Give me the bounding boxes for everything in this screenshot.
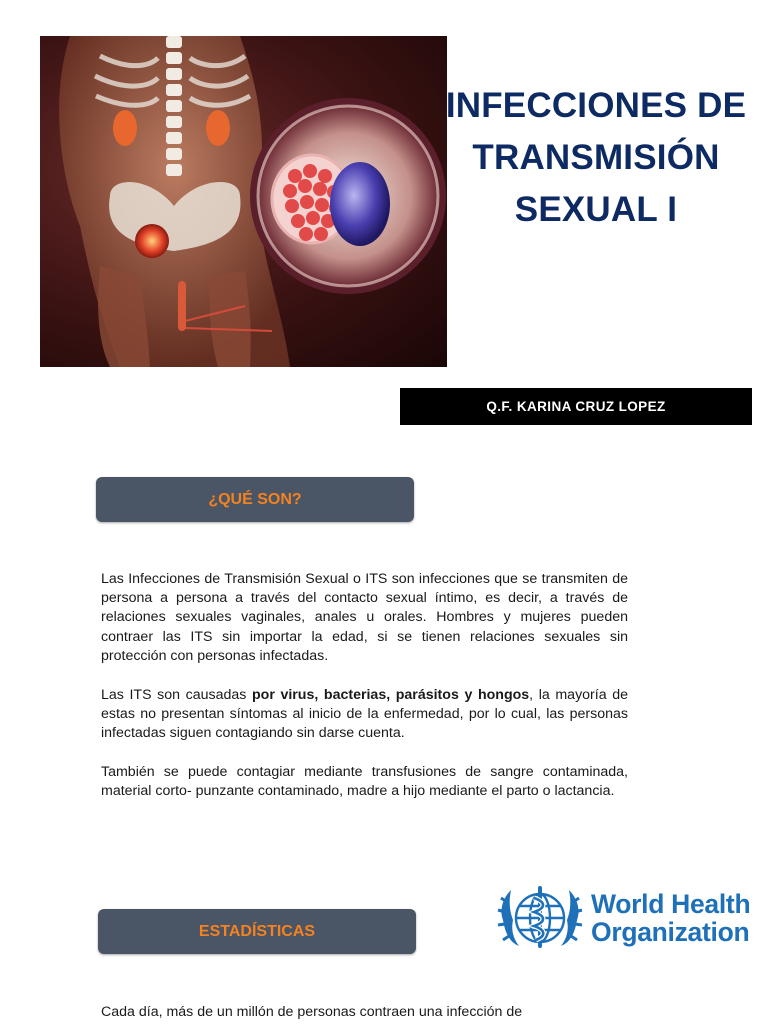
author-banner: [400, 388, 752, 425]
paragraph-causes-bold: por virus, bacterias, parásitos y hongos: [251, 687, 530, 703]
who-wordmark: [591, 890, 750, 946]
section-estadisticas-label: ESTADÍSTICAS: [198, 922, 316, 940]
paragraph-statistics: Cada día, más de un millón de personas contraen una infección de: [101, 1004, 523, 1020]
paragraph-transmission: También se puede contagiar mediante transfusiones de sangre contaminada, material corto- punzante contaminado, madre a hijo mediante el parto o lactancia.: [101, 764, 628, 800]
section-estadisticas-button[interactable]: [98, 909, 416, 954]
section-que-son-button[interactable]: [96, 477, 414, 522]
title-line-1: INFECCIONES DE: [445, 86, 747, 125]
paragraph-causes-rest: , la mayoría de estas no presentan síntomas al inicio de la enfermedad, por lo cual, las personas infectadas siguen contagiando sin darse cuenta.: [101, 687, 629, 742]
who-line-2: Organization: [591, 917, 750, 947]
title-line-2: TRANSMISIÓN: [472, 138, 720, 177]
paragraph-causes: [101, 686, 628, 744]
paragraph-definition: Las Infecciones de Transmisión Sexual o ITS son infecciones que se transmiten de persona a persona a través del contacto sexual íntimo, es decir, a través de relaciones sexuales vaginales, anales u orales. Hombres y mujeres pueden contraer las ITS sin importar la edad, si se tienen relaciones sexuales sin protección con personas infectadas.: [101, 571, 628, 664]
author-name: Q.F. KARINA CRUZ LOPEZ: [486, 399, 666, 414]
hero-illustration: [40, 36, 447, 367]
document-title: [440, 80, 752, 236]
section-que-son-label: ¿QUÉ SON?: [208, 490, 302, 508]
who-logo: [495, 880, 755, 956]
who-line-1: World Health: [591, 889, 751, 919]
who-emblem-icon: [495, 880, 585, 956]
paragraph-causes-intro: Las ITS son causadas: [101, 687, 252, 703]
anatomy-cell-illustration: [40, 36, 447, 367]
title-line-3: SEXUAL I: [514, 190, 678, 229]
